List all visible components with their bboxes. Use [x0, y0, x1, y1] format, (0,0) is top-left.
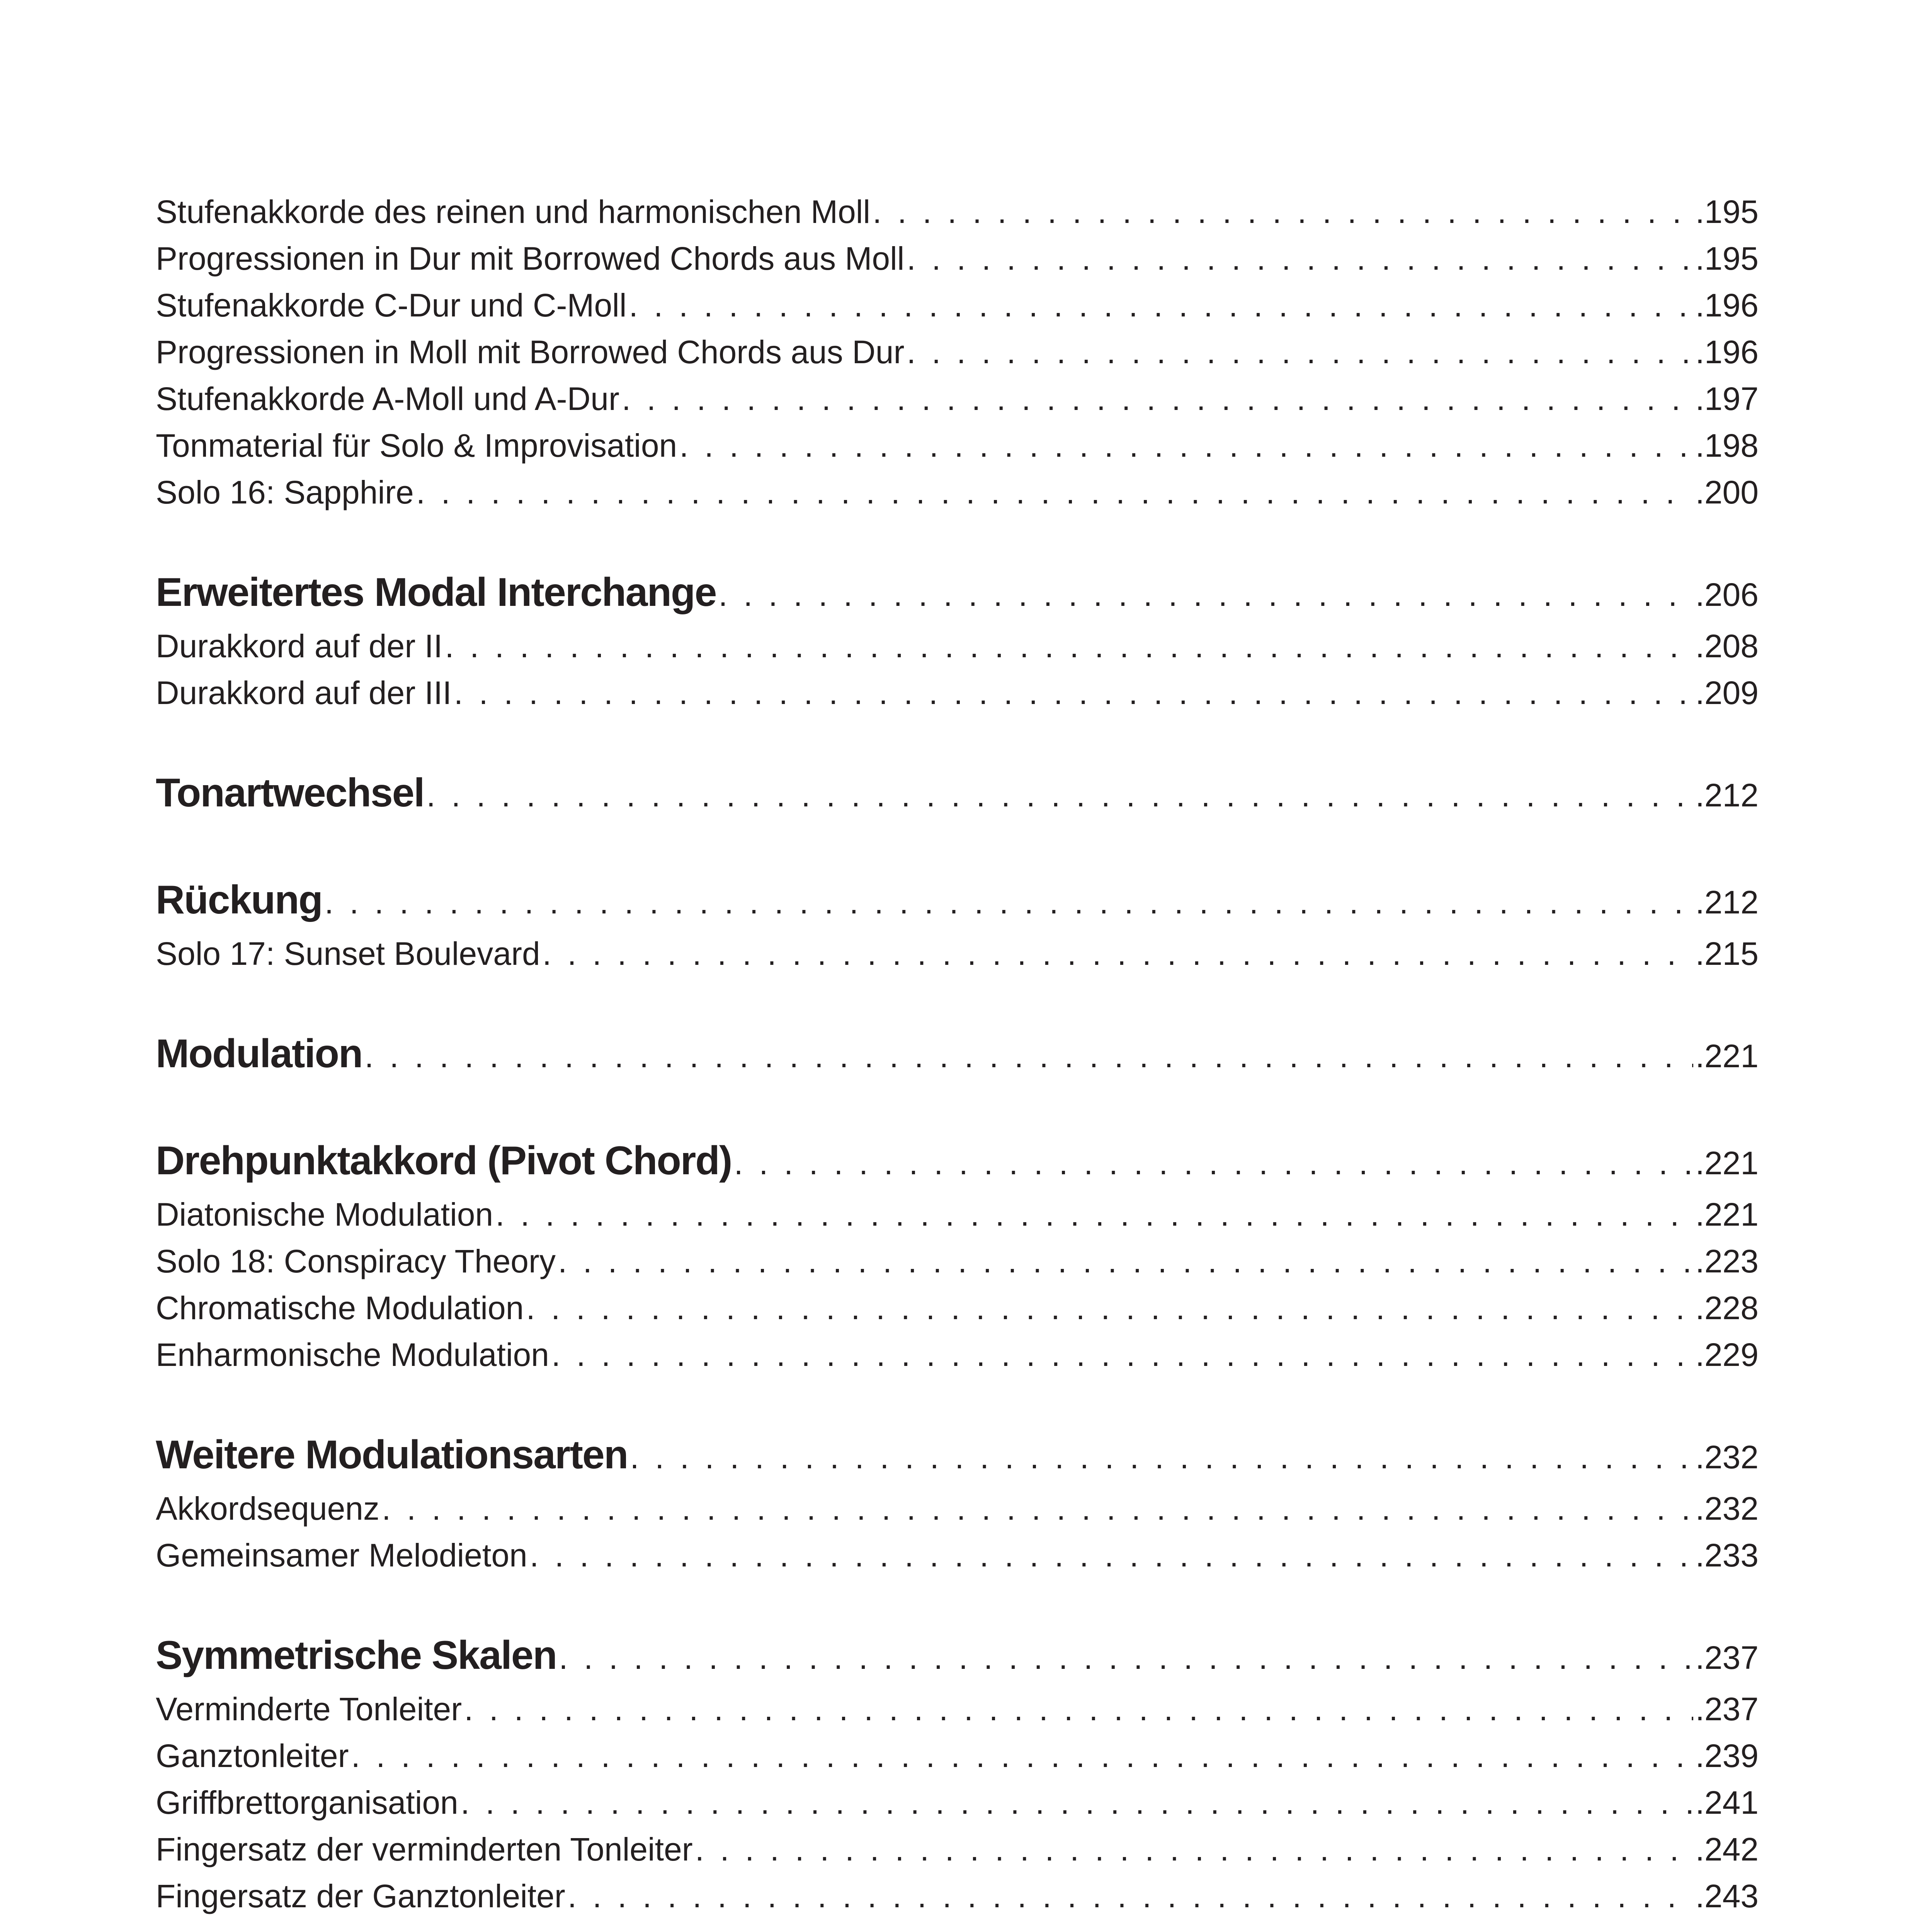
toc-entry[interactable] [156, 189, 1759, 235]
toc-leader-dots [622, 376, 1693, 422]
toc-entry-page: .197 [1695, 381, 1759, 417]
toc-group [156, 564, 1759, 716]
toc-entry-label: Fingersatz der Ganztonleiter [156, 1878, 565, 1914]
toc-leader-dots [445, 623, 1693, 670]
toc-entry-label: Erweitertes Modal Interchange [156, 570, 716, 615]
toc-entry-page: .209 [1695, 675, 1759, 711]
toc-entry[interactable] [156, 1686, 1759, 1733]
toc-entry-page: .232 [1695, 1490, 1759, 1527]
toc-entry-label: Solo 18: Conspiracy Theory [156, 1243, 556, 1279]
toc-entry-label: Solo 17: Sunset Boulevard [156, 935, 540, 972]
toc-entry-page: .200 [1695, 474, 1759, 510]
toc-entry-page: .212 [1695, 777, 1759, 813]
toc-leader-dots [907, 235, 1693, 282]
toc-leader-dots [558, 1238, 1693, 1285]
toc-entry[interactable] [156, 1873, 1759, 1920]
toc-entry-label: Tonartwechsel [156, 770, 424, 815]
toc-main-section [156, 189, 1759, 1920]
toc-entry-label: Stufenakkorde A-Moll und A-Dur [156, 381, 619, 417]
toc-entry-label: Solo 16: Sapphire [156, 474, 414, 510]
toc-leader-dots [679, 422, 1693, 469]
toc-entry[interactable] [156, 469, 1759, 516]
toc-leader-dots [351, 1733, 1693, 1779]
toc-entry-page: .237 [1695, 1639, 1759, 1676]
toc-entry-page: .243 [1695, 1878, 1759, 1914]
toc-leader-dots [416, 469, 1693, 516]
toc-entry-label: Diatonische Modulation [156, 1196, 493, 1233]
toc-leader-dots [426, 767, 1693, 823]
toc-leader-dots [526, 1285, 1693, 1332]
toc-group [156, 1627, 1759, 1920]
toc-entry[interactable] [156, 1238, 1759, 1285]
toc-entry-page: .196 [1695, 334, 1759, 370]
toc-leader-dots [530, 1532, 1693, 1579]
toc-entry-page: .223 [1695, 1243, 1759, 1279]
toc-entry-label: Modulation [156, 1031, 362, 1076]
toc-entry-label: Chromatische Modulation [156, 1290, 524, 1326]
toc-entry[interactable] [156, 930, 1759, 977]
toc-entry-label: Enharmonische Modulation [156, 1337, 549, 1373]
toc-entry-label: Rückung [156, 878, 322, 922]
toc-entry[interactable] [156, 1826, 1759, 1873]
toc-entry-page: .206 [1695, 577, 1759, 613]
toc-leader-dots [461, 1779, 1693, 1826]
toc-entry-label: Progressionen in Dur mit Borrowed Chords aus Moll [156, 240, 905, 277]
toc-entry-label: Ganztonleiter [156, 1738, 349, 1774]
toc-leader-dots [464, 1686, 1693, 1733]
toc-entry-label: Fingersatz der verminderten Tonleiter [156, 1831, 693, 1867]
toc-leader-dots [907, 329, 1693, 376]
toc-entry-label: Durakkord auf der III [156, 675, 452, 711]
toc-entry[interactable] [156, 1285, 1759, 1332]
toc-leader-dots [734, 1135, 1693, 1191]
toc-entry-page: .237 [1695, 1691, 1759, 1727]
toc-entry-page: .221 [1695, 1038, 1759, 1074]
toc-entry-page: .229 [1695, 1337, 1759, 1373]
toc-leader-dots [551, 1332, 1693, 1378]
toc-heading-entry[interactable] [156, 1026, 1759, 1084]
toc-group [156, 765, 1759, 823]
toc-heading-entry[interactable] [156, 765, 1759, 823]
toc-entry-page: .196 [1695, 287, 1759, 323]
toc-heading-entry[interactable] [156, 1133, 1759, 1191]
toc-entry-page: .242 [1695, 1831, 1759, 1867]
toc-leader-dots [365, 1028, 1693, 1084]
toc-heading-entry[interactable] [156, 564, 1759, 623]
toc-entry[interactable] [156, 623, 1759, 670]
toc-heading-entry[interactable] [156, 872, 1759, 930]
toc-leader-dots [382, 1485, 1693, 1532]
toc-entry-label: Durakkord auf der II [156, 628, 443, 664]
toc-entry-label: Gemeinsamer Melodieton [156, 1537, 527, 1573]
toc-entry[interactable] [156, 329, 1759, 376]
toc-entry-label: Akkordsequenz [156, 1490, 380, 1527]
toc-leader-dots [543, 930, 1693, 977]
toc-leader-dots [325, 874, 1693, 930]
toc-entry-label: Stufenakkorde C-Dur und C-Moll [156, 287, 627, 323]
toc-leader-dots [559, 1629, 1693, 1686]
toc-heading-entry[interactable] [156, 1627, 1759, 1686]
toc-entry-page: .241 [1695, 1784, 1759, 1821]
toc-entry-label: Drehpunktakkord (Pivot Chord) [156, 1138, 732, 1183]
toc-entry[interactable] [156, 670, 1759, 716]
toc-entry-label: Stufenakkorde des reinen und harmonischen Moll [156, 194, 871, 230]
toc-entry-page: .195 [1695, 240, 1759, 277]
toc-entry-page: .212 [1695, 884, 1759, 920]
toc-leader-dots [695, 1826, 1693, 1873]
toc-entry-page: .215 [1695, 935, 1759, 972]
toc-entry[interactable] [156, 422, 1759, 469]
toc-entry[interactable] [156, 1532, 1759, 1579]
toc-entry-page: .195 [1695, 194, 1759, 230]
toc-entry-page: .221 [1695, 1145, 1759, 1181]
toc-entry[interactable] [156, 1733, 1759, 1779]
toc-entry[interactable] [156, 1485, 1759, 1532]
toc-group [156, 1026, 1759, 1084]
toc-entry[interactable] [156, 1779, 1759, 1826]
toc-entry[interactable] [156, 376, 1759, 422]
toc-entry-label: Progressionen in Moll mit Borrowed Chords aus Dur [156, 334, 905, 370]
toc-entry-page: .239 [1695, 1738, 1759, 1774]
toc-group [156, 1427, 1759, 1579]
toc-leader-dots [873, 189, 1693, 235]
toc-group [156, 1133, 1759, 1378]
toc-group [156, 872, 1759, 977]
toc-entry-page: .232 [1695, 1439, 1759, 1475]
toc-entry[interactable] [156, 282, 1759, 329]
toc-entry-label: Weitere Modulationsarten [156, 1432, 628, 1477]
toc-entry-label: Griffbrettorganisation [156, 1784, 458, 1821]
toc-heading-entry[interactable] [156, 1427, 1759, 1485]
toc-entry[interactable] [156, 235, 1759, 282]
toc-entry[interactable] [156, 1191, 1759, 1238]
toc-entry-page: .208 [1695, 628, 1759, 664]
toc-leader-dots [495, 1191, 1693, 1238]
toc-entry-page: .198 [1695, 427, 1759, 464]
toc-leader-dots [630, 1429, 1693, 1485]
toc-entry-page: .228 [1695, 1290, 1759, 1326]
toc-entry[interactable] [156, 1332, 1759, 1378]
toc-entry-page: .233 [1695, 1537, 1759, 1573]
toc-leader-dots [718, 566, 1693, 623]
toc-leader-dots [568, 1873, 1693, 1920]
toc-group [156, 189, 1759, 516]
toc-leader-dots [454, 670, 1693, 716]
toc-leader-dots [629, 282, 1693, 329]
toc-entry-label: Verminderte Tonleiter [156, 1691, 462, 1727]
toc-entry-label: Symmetrische Skalen [156, 1633, 557, 1678]
toc-entry-page: .221 [1695, 1196, 1759, 1233]
toc-entry-label: Tonmaterial für Solo & Improvisation [156, 427, 677, 464]
